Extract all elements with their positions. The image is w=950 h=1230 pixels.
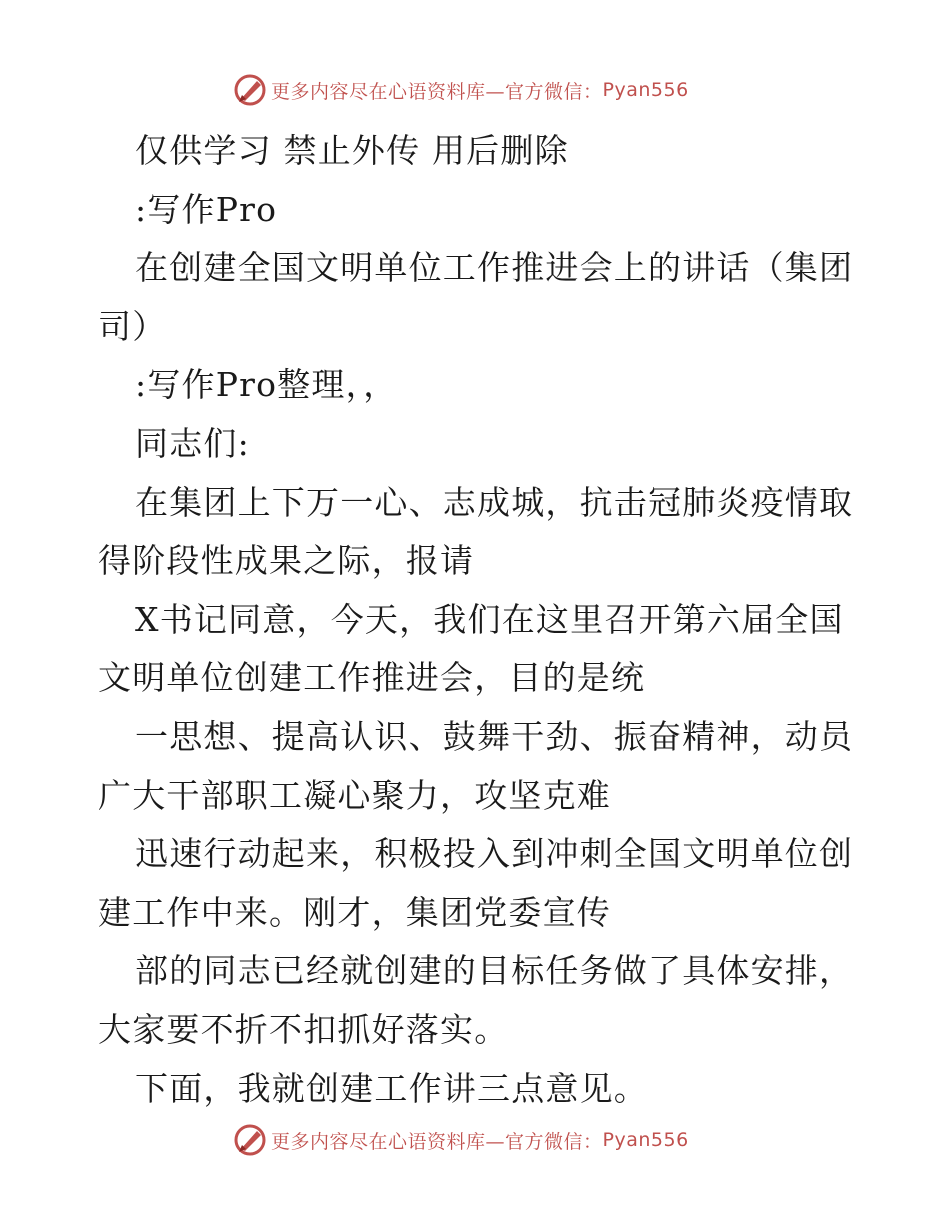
watermark-text: 更多内容尽在心语资料库—官方微信： bbox=[271, 80, 603, 103]
paragraph: X书记同意，今天，我们在这里召开第六届全国文明单位创建工作推进会，目的是统 bbox=[98, 599, 844, 698]
watermark-banner-top bbox=[233, 70, 703, 110]
paragraph: 在创建全国文明单位工作推进会上的讲话（集团司） bbox=[98, 248, 854, 346]
pen-logo-icon bbox=[233, 73, 267, 107]
document-body bbox=[98, 122, 858, 1118]
paragraph: 迅速行动起来，积极投入到冲刺全国文明单位创建工作中来。刚才，集团党委宣传 bbox=[98, 834, 854, 932]
watermark-banner-bottom bbox=[233, 1120, 703, 1160]
paragraph: :写作Pro bbox=[135, 189, 278, 229]
watermark-wechat: Pyan556 bbox=[602, 79, 689, 101]
paragraph: 仅供学习 禁止外传 用后删除 bbox=[135, 131, 569, 170]
pen-logo-icon bbox=[233, 1123, 267, 1157]
watermark-text: 更多内容尽在心语资料库—官方微信： bbox=[271, 1130, 603, 1153]
paragraph: :写作Pro整理，， bbox=[135, 365, 398, 405]
paragraph: 下面，我就创建工作讲三点意见。 bbox=[135, 1068, 648, 1108]
paragraph: 一思想、提高认识、鼓舞干劲、振奋精神，动员广大干部职工凝心聚力，攻坚克难 bbox=[98, 716, 854, 815]
paragraph: 部的同志已经就创建的目标任务做了具体安排，大家要不折不扣抓好落实。 bbox=[98, 951, 854, 1049]
watermark-wechat: Pyan556 bbox=[602, 1129, 689, 1151]
paragraph: 在集团上下万一心、志成城，抗击冠肺炎疫情取得阶段性成果之际，报请 bbox=[98, 482, 854, 581]
paragraph: 同志们: bbox=[135, 423, 250, 463]
